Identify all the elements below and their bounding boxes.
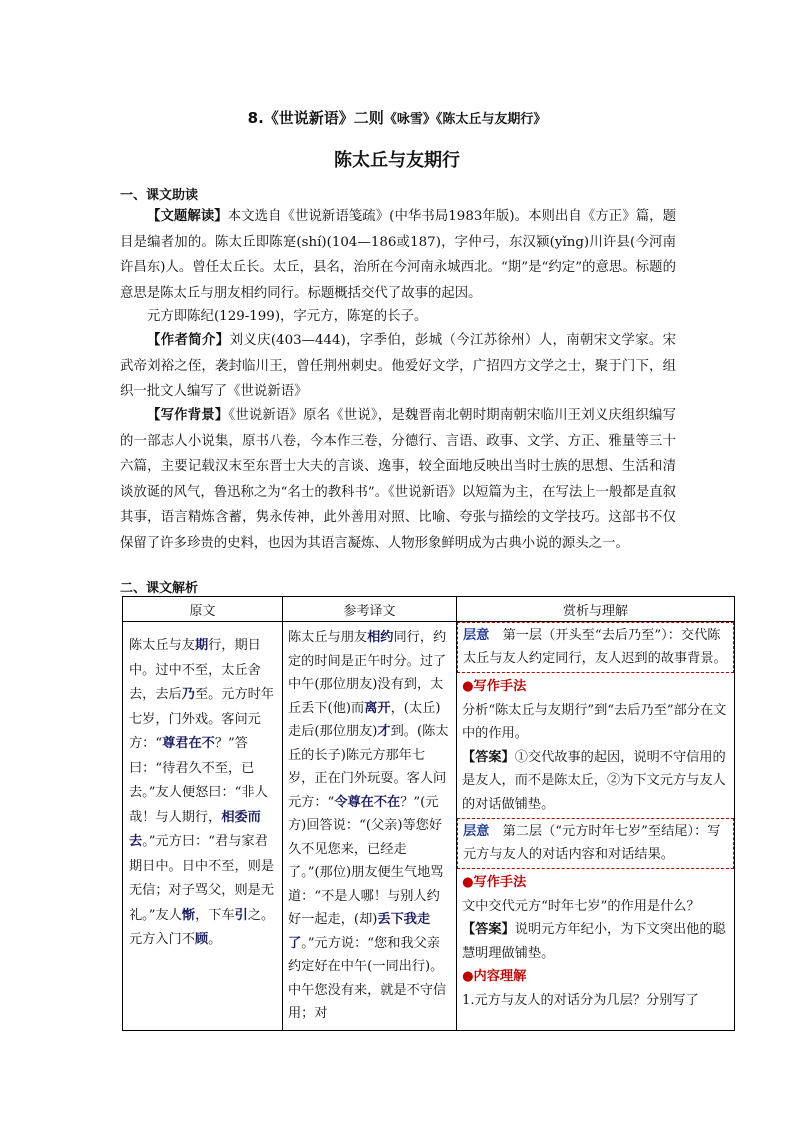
layer-box-1: 层意 第一层（开头至“去后乃至”）：交代陈太丘与友人约定同行，友人迟到的故事背景。 bbox=[457, 622, 734, 673]
page-title: 8.《世说新语》二则《咏雪》《陈太丘与友期行》 bbox=[247, 109, 547, 127]
analysis-table bbox=[122, 596, 735, 1031]
paragraph-author: 【作者简介】刘义庆(403—444)，字季伯，彭城（今江苏徐州）人，南朝宋文学家。宋武帝刘裕之侄，袭封临川王，曾任荆州刺史。他爱好文学，广招四方文学之士，聚于门下，组织一批文人编写了《世说新语》 bbox=[120, 333, 676, 399]
table-row bbox=[123, 622, 735, 1031]
analysis-cell bbox=[457, 622, 735, 1031]
content-understanding: ●内容理解 bbox=[462, 969, 527, 984]
column-header-analysis: 赏析与理解 bbox=[457, 597, 735, 622]
answer-1: 【答案】①交代故事的起因，说明不守信用的是友人，而不是陈太丘，②为下文元方与友人的对话做铺垫。 bbox=[462, 749, 726, 812]
lesson-title: 陈太丘与友期行 bbox=[334, 150, 460, 171]
paragraph-yuanfang: 元方即陈纪(129-199)，字元方，陈寔的长子。 bbox=[147, 309, 428, 324]
answer-2: 【答案】说明元方年纪小，为下文突出他的聪慧明理做铺垫。 bbox=[462, 922, 726, 961]
column-header-original: 原文 bbox=[123, 597, 283, 622]
paragraph-background: 【写作背景】《世说新语》原名《世说》，是魏晋南北朝时期南朝宋临川王刘义庆组织编写的一部志人小说集，原书八卷，今本作三卷，分德行、言语、政事、文学、方正、雅量等三十六篇，主要记载汉末至东晋士大夫的言谈、逸事，较全面地反映出当时士族的思想、生活和清谈放诞的风气，鲁迅称之为“名士的教科书”。《世说新语》以短篇为主，在写法上一般都是直叙其事，语言精炼含蓄，隽永传神，此外善用对照、比喻、夸张与描绘的文学技巧。这部书不仅保留了许多珍贵的史料，也因为其语言凝炼、人物形象鲜明成为古典小说的源头之一。 bbox=[120, 408, 677, 551]
column-header-translation: 参考译文 bbox=[283, 597, 457, 622]
writing-method-2-question: 文中交代元方“时年七岁”的作用是什么？ bbox=[462, 898, 700, 914]
layer-tag: 层意 bbox=[463, 824, 490, 839]
content-understanding-question: 1.元方与友人的对话分为几层？分别写了 bbox=[462, 992, 699, 1008]
paragraph-title-interpretation: 【文题解读】本文选自《世说新语笺疏》(中华书局1983年版)。本则出自《方正》篇，题目是编者加的。陈太丘即陈寔(shí)(104—186或187)，字仲弓，东汉颍(yǐng)川许县(今河南许昌东)人。曾任太丘长。太丘，县名，治所在今河南永城西北。“期”是“约定”的意思。标题的意思是陈太丘与朋友相约同行。标题概括交代了故事的起因。 bbox=[120, 209, 677, 301]
writing-method-2: ●写作手法 bbox=[462, 875, 527, 890]
writing-method-1-question: 分析“陈太丘与友期行”到“去后乃至”部分在文中的作用。 bbox=[462, 702, 727, 741]
section-heading-analysis: 二、课文解析 bbox=[120, 581, 199, 596]
original-text-cell: 陈太丘与友期行，期日中。过中不至，太丘舍去，去后乃至。元方时年七岁，门外戏。客问元方：“尊君在不？”答曰：“待君久不至，已去。”友人便怒曰：“非人哉！与人期行，相委而去。”元方曰：“君与家君期日中。日中不至，则是无信；对子骂父，则是无礼。”友人惭，下车引之。元方入门不顾。 bbox=[123, 622, 283, 1031]
translation-cell: 陈太丘与朋友相约同行，约定的时间是正午时分。过了中午(那位朋友)没有到，太丘丢下(他)而离开，(太丘)走后(那位朋友)才到。(陈太丘的长子)陈元方那年七岁，正在门外玩耍。客人问元方：“令尊在不在？”(元方)回答说：“(父亲)等您好久不见您来，已经走了。”(那位)朋友便生气地骂道：“不是人哪！与别人约好一起走，(却)丢下我走了。”元方说：“您和我父亲约定好在中午(一同出行)。中午您没有来，就是不守信用；对 bbox=[283, 622, 457, 1031]
section-heading-guide: 一、课文助读 bbox=[120, 188, 199, 203]
page-title-sub: 《咏雪》《陈太丘与友期行》 bbox=[383, 112, 547, 127]
layer-box-2: 层意 第二层（“元方时年七岁”至结尾）：写元方与友人的对话内容和对话结果。 bbox=[457, 818, 734, 869]
layer-tag: 层意 bbox=[463, 628, 490, 643]
table-header-row bbox=[123, 597, 735, 622]
writing-method-1: ●写作手法 bbox=[462, 679, 527, 694]
